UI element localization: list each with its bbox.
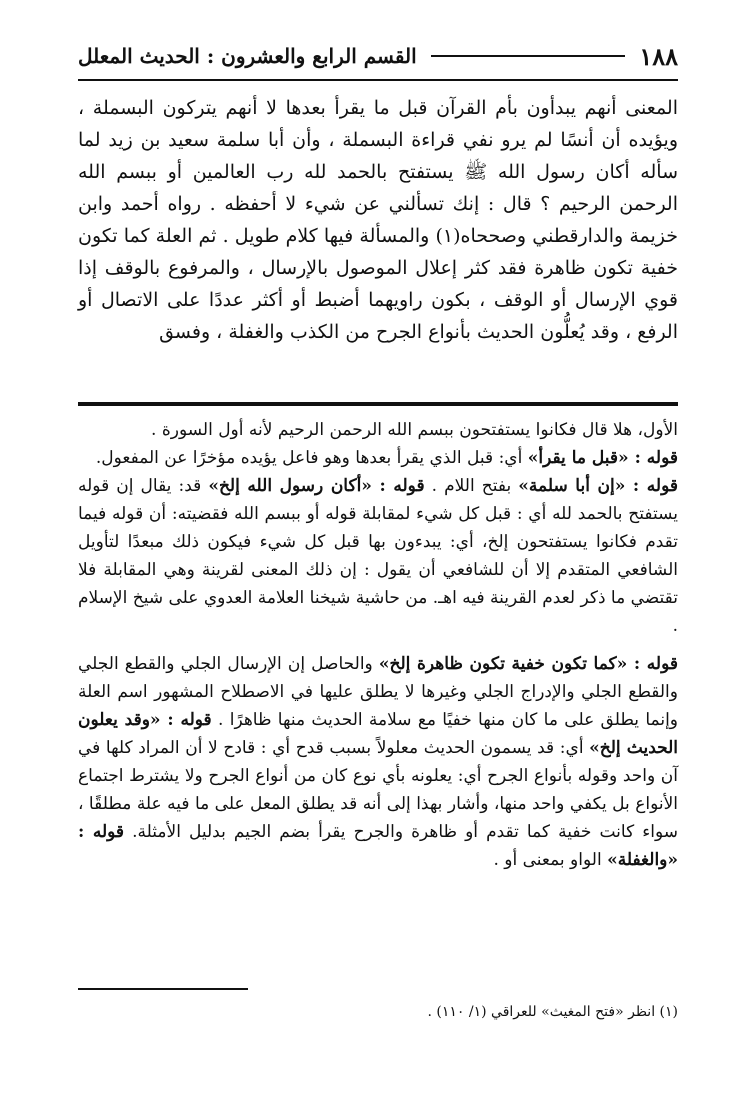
commentary-divider bbox=[78, 402, 678, 406]
comment-text-abu-salama: بفتح اللام . bbox=[424, 476, 519, 496]
commentary-section bbox=[78, 416, 678, 884]
comment-label-negligence: قوله : «والغفلة» bbox=[78, 822, 678, 870]
comment-label-hidden-apparent: قوله : «كما تكون خفية تكون ظاهرة إلخ» bbox=[378, 654, 678, 674]
main-paragraph: المعنى أنهم يبدأون بأم القرآن قبل ما يقرأ بعدها لا أنهم يتركون البسملة ، ويؤيده أن أنسًا لم يرو نفي قراءة البسملة ، وأن أبا سلمة سعيد بن زيد لما سأله أكان رسول الله ﷺ يستفتح بالحمد لله رب العالمين أو ببسم الله الرحمن الرحيم ؟ قال : إنك تسألني عن شيء لا أحفظه . رواه أحمد وابن خزيمة والدارقطني وصححاه(١) والمسألة فيها كلام طويل . ثم العلة كما تكون خفية تكون ظاهرة فقد كثر إعلال الموصول بالإرسال ، والمرفوع بالوقف إذا قوي الإرسال أو الوقف ، بكون راويهما أضبط أو أكثر عددًا على الاتصال أو الرفع ، وقد يُعلُّون الحديث بأنواع الجرح من الكذب والغفلة ، وفسق bbox=[78, 97, 679, 343]
comment-text-negligence: الواو بمعنى أو . bbox=[493, 850, 608, 870]
comment-label-abu-salama: قوله : «إن أبا سلمة» bbox=[518, 476, 678, 496]
commentary-block-1 bbox=[78, 416, 678, 640]
commentary-opening-line: الأول، هلا قال فكانوا يستفتحون ببسم الله الرحمن الرحيم لأنه أول السورة . bbox=[151, 420, 678, 440]
comment-label-before-reading: قوله : «قبل ما يقرأ» bbox=[527, 448, 678, 468]
comment-text-was-messenger: قد: يقال إن قوله يستفتح بالحمد لله أي : قبل كل شيء لمقابلة قوله أو ببسم الله فقضيته: أن قوله فيما تقدم فكانوا يستفتحون إلخ، أي: يبدءون بها قبل كل شيء فيكون ذلك مبعدًا لتأويل الشافعي المتقدم إلا أن للشافعي أن يقول : إن ذلك المعنى لقرينة وهي المقابلة فلا تقتضي ما ذكر لعدم القرينة فيه اهـ. من حاشية شيخنا العلامة العدوي على شيخ الإسلام . bbox=[78, 476, 678, 636]
header-underline bbox=[78, 79, 678, 81]
book-page bbox=[78, 36, 678, 1066]
comment-text-before-reading: أي: قبل الذي يقرأ بعدها وهو فاعل يؤيده مؤخرًا عن المفعول. bbox=[95, 448, 528, 468]
comment-text-hidden-apparent: والحاصل إن الإرسال الجلي والقطع الجلي والقطع الجلي والإدراج الجلي وغيرها لا يطلق عليها في الاصطلاح المشهور اسم العلة وإنما يطلق على ما كان منها خفيًا مع سلامة الحديث منها ظاهرًا . bbox=[78, 654, 678, 730]
footnote-reference: (١) انظر «فتح المغيث» للعراقي (١/ ١١٠) . bbox=[427, 1004, 678, 1020]
comment-label-was-messenger: قوله : «أكان رسول الله إلخ» bbox=[208, 476, 425, 496]
commentary-block-2 bbox=[78, 650, 678, 874]
comment-label-they-weaken: قوله : «وقد يعلون الحديث إلخ» bbox=[78, 710, 678, 758]
page-number: ١٨٨ bbox=[639, 41, 678, 71]
running-title: القسم الرابع والعشرون : الحديث المعلل bbox=[78, 44, 417, 68]
page-header bbox=[78, 36, 678, 76]
footnote-divider bbox=[78, 988, 248, 990]
comment-text-they-weaken: أي: قد يسمون الحديث معلولاً بسبب قدح أي : قادح لا أن المراد كلها في آن واحد وقوله بأنواع الجرح أي: يعلونه بأي نوع كان من أنواع الجرح ولا يشترط اجتماع الأنواع بل يكفي واحد منها، وأشار بهذا إلى أنه قد يطلق المعل على ما فيه علة مطلقًا ، سواء كانت خفية كما تقدم أو ظاهرة والجرح يقرأ بضم الجيم بدليل الأمثلة. bbox=[78, 738, 678, 842]
header-rule bbox=[431, 55, 626, 57]
